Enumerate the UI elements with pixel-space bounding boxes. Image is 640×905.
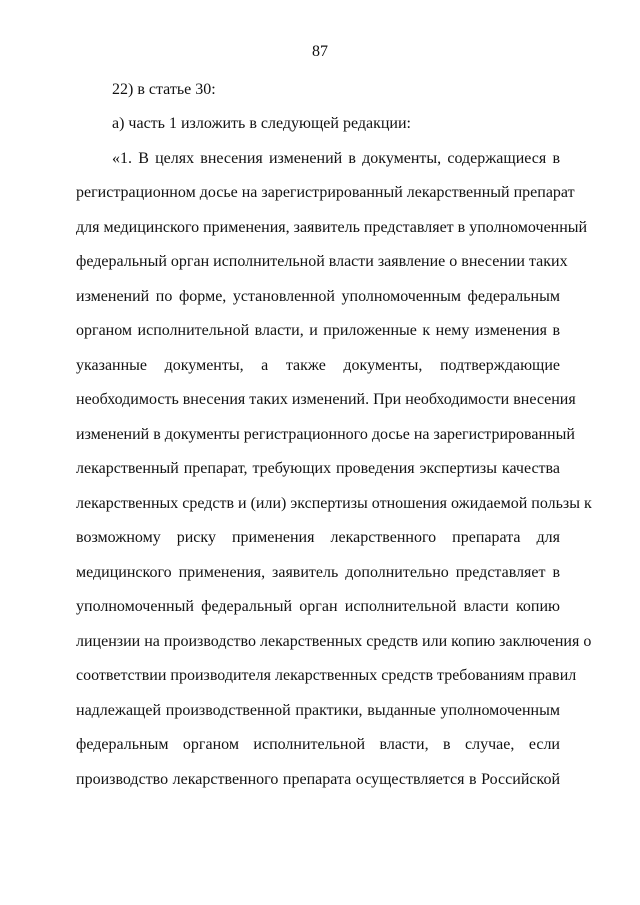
body-line: соответствии производителя лекарственных средств требованиям правил xyxy=(76,667,577,684)
body-line: лекарственных средств и (или) экспертизы отношения ожидаемой пользы к xyxy=(76,495,592,512)
body-line: для медицинского применения, заявитель представляет в уполномоченный xyxy=(76,219,588,236)
body-line: регистрационном досье на зарегистрированный лекарственный препарат xyxy=(76,184,575,201)
body-line: «1. В целях внесения изменений в документы, содержащиеся в xyxy=(112,150,560,167)
body-line: необходимость внесения таких изменений. При необходимости внесения xyxy=(76,391,576,408)
body-line: изменений по форме, установленной уполномоченным федеральным xyxy=(76,288,560,305)
body-line: уполномоченный федеральный орган исполнительной власти копию xyxy=(76,598,560,615)
body-line: федеральный орган исполнительной власти заявление о внесении таких xyxy=(76,253,568,270)
body-line: лекарственный препарат, требующих проведения экспертизы качества xyxy=(76,460,560,477)
body-line: органом исполнительной власти, и приложенные к нему изменения в xyxy=(76,322,560,339)
subitem-text: а) часть 1 изложить в следующей редакции: xyxy=(112,115,411,132)
body-line: надлежащей производственной практики, выданные уполномоченным xyxy=(76,702,560,719)
body-line: лицензии на производство лекарственных средств или копию заключения о xyxy=(76,633,592,650)
body-line: федеральным органом исполнительной власти, в случае, если xyxy=(76,736,560,753)
body-line: изменений в документы регистрационного досье на зарегистрированный xyxy=(76,426,575,443)
body-line: медицинского применения, заявитель дополнительно представляет в xyxy=(76,564,560,581)
body-line: возможному риску применения лекарственного препарата для xyxy=(76,529,560,546)
item-heading: 22) в статье 30: xyxy=(112,81,216,98)
page-number: 87 xyxy=(312,43,328,60)
body-line: производство лекарственного препарата осуществляется в Российской xyxy=(76,771,560,788)
body-line: указанные документы, а также документы, подтверждающие xyxy=(76,357,560,374)
